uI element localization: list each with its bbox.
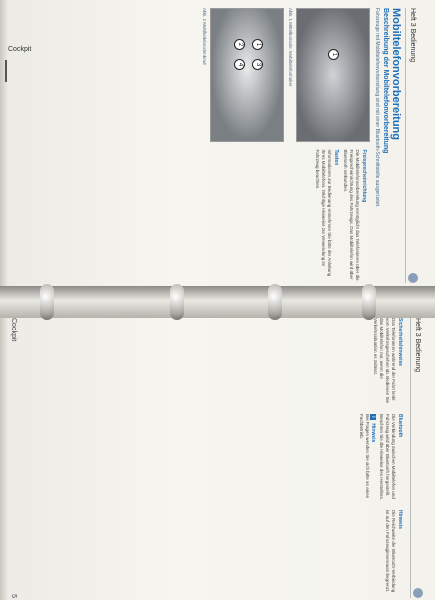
lower-header-left: Heft 3 Bedienung [414, 318, 422, 373]
upper-header-left: Heft 3 Bedienung [409, 8, 417, 63]
note-label: Hinweis [370, 423, 376, 443]
body-paragraph: Das Telefonieren während der Fahrt lenkt vom Verkehrsgeschehen ab. Bedienen Sie das Mobiltelefon nur, wenn die Verkehrssituation es zulässt. [373, 318, 396, 404]
lower-header [410, 318, 425, 598]
brand-logo-icon [413, 588, 423, 598]
lower-footer [10, 318, 17, 598]
upper-col-text [198, 150, 370, 284]
figure-callout: 4 [234, 59, 245, 70]
section-subtitle: Beschreibung der Mobiltelefonvorbereitung [382, 8, 389, 154]
figure-callout: 2 [234, 39, 245, 50]
info-icon: i [370, 414, 376, 420]
body-paragraph: Informationen zur Bedienung entnehmen Sie bitte der Anleitung Ihres Mobiltelefons. Wichtige Hinweise zur Verwendung im Fahrzeug beachten. [315, 149, 332, 277]
upper-page [5, 8, 420, 283]
footer-page-number: 5 [10, 594, 17, 598]
section-heading: Bluetooth [397, 414, 403, 438]
footer-section: Cockpit [10, 318, 17, 342]
figure-callout: 3 [252, 59, 263, 70]
lower-col-2 [356, 414, 406, 502]
body-paragraph: Die Verbindung zwischen Mobiltelefon und Fahrzeug wird über Bluetooth hergestellt. Beachten Sie die Hinweise des Herstellers. [379, 414, 396, 501]
binder-ring [362, 284, 376, 320]
section-heading: Sicherheitshinweise [397, 318, 403, 367]
intro-text: Fahrzeuge mit Mobiltelefonvorbereitung sind mit einer Bluetooth-Schnittstelle ausgerüstet. [374, 8, 380, 208]
binder-ring [170, 284, 184, 320]
page-title: Mobiltelefonvorbereitung [390, 8, 402, 140]
note-text: Bei Fragen wenden Sie sich bitte an einen Fachbetrieb. [359, 414, 370, 499]
body-paragraph: Die Reichweite der Bluetooth-Verbindung ist auf den Fahrzeuginnenraum begrenzt. [385, 510, 396, 593]
figure-caption: Abb. 1 Mittelkonsole: Mobiltelefonhalter [288, 8, 293, 87]
figure-phone-holder [296, 8, 370, 142]
margin-page-label: Cockpit [8, 46, 32, 53]
note-heading [370, 414, 376, 502]
binder-ring [268, 284, 282, 320]
upper-columns [198, 8, 370, 283]
figure-steering-wheel [210, 8, 284, 142]
body-paragraph: Die Mobiltelefonvorbereitung ermöglicht das Telefonieren über die Freisprecheinrichtung des Fahrzeugs. Das Mobiltelefon wird über Bluetooth verbunden. [343, 149, 360, 281]
binder-ring [40, 284, 54, 320]
section-heading: Freisprecheinrichtung [361, 149, 367, 203]
section-heading: Hinweis [397, 510, 403, 529]
lower-page [10, 318, 425, 598]
lower-col-3 [356, 510, 406, 598]
upper-header [405, 8, 420, 283]
figure-callout: 1 [328, 49, 339, 60]
lower-columns [356, 318, 406, 598]
lower-col-1 [356, 318, 406, 406]
upper-col-figures [198, 8, 370, 142]
brand-logo-icon [408, 273, 418, 283]
figure-caption: Abb. 2 Multifunktionslenkrad [202, 8, 207, 65]
section-heading: Tasten [333, 149, 339, 166]
figure-callout: 1 [252, 39, 263, 50]
